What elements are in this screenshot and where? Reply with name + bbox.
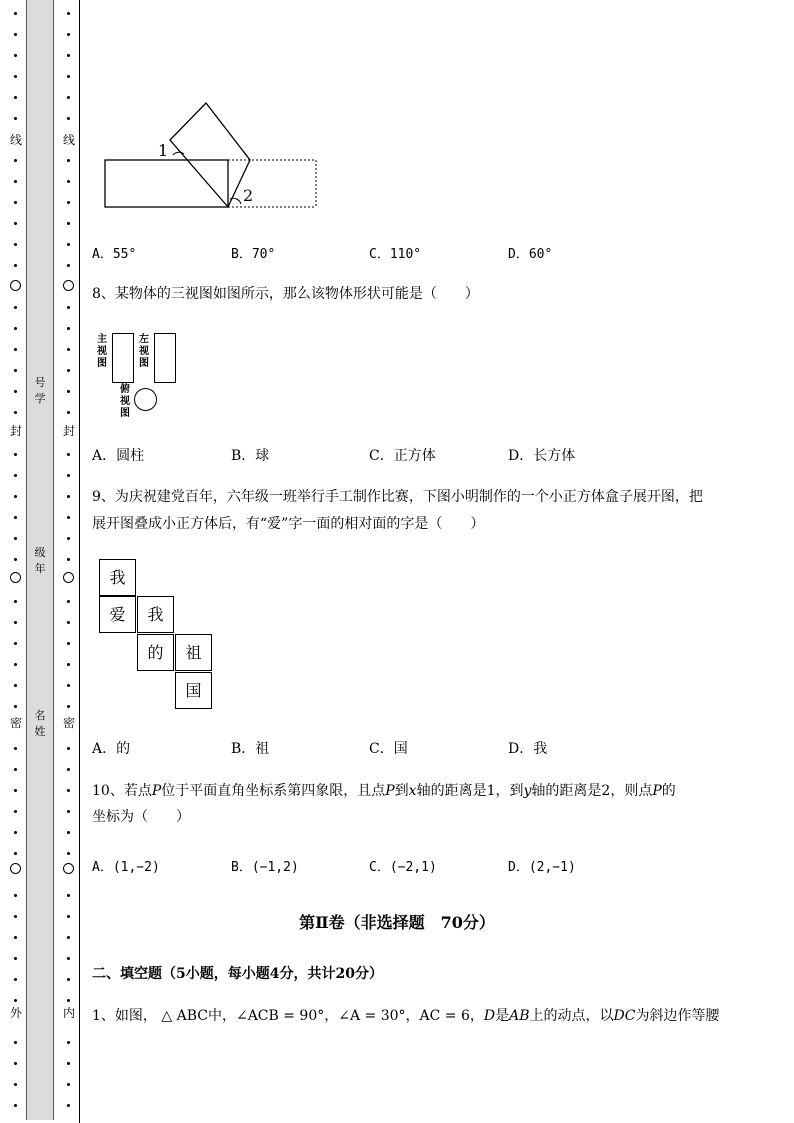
margin-dot: [14, 390, 17, 393]
margin-dot: [67, 54, 70, 57]
q8-option-a[interactable]: A．圆柱: [92, 448, 145, 464]
q9-net-cell: 我: [99, 559, 136, 596]
margin-dot: [14, 222, 17, 225]
margin-dot: [14, 747, 17, 750]
margin-dot: [67, 12, 70, 15]
margin-dot: [14, 852, 17, 855]
margin-dot: [14, 54, 17, 57]
margin-dot: [14, 306, 17, 309]
q10-option-a[interactable]: A．(1,−2): [92, 860, 160, 875]
inner-dot-column: [63, 0, 75, 1123]
margin-dot: [67, 1104, 70, 1107]
margin-dot: [14, 1062, 17, 1065]
margin-dot: [67, 159, 70, 162]
margin-dot: [67, 768, 70, 771]
margin-dot: [67, 810, 70, 813]
margin-mark: 封: [62, 424, 75, 438]
margin-dot: [14, 537, 17, 540]
margin-dot: [67, 936, 70, 939]
margin-dot: [67, 957, 70, 960]
margin-dot: [14, 516, 17, 519]
margin-dot: [14, 243, 17, 246]
margin-dot: [14, 705, 17, 708]
q7-option-d[interactable]: D．60°: [508, 247, 553, 262]
margin-dot: [67, 180, 70, 183]
margin-mark: 密: [62, 716, 75, 730]
q10-stem-line2: 坐标为（ ）: [92, 809, 190, 825]
margin-dot: [67, 621, 70, 624]
margin-dot: [67, 1083, 70, 1086]
margin-dot: [14, 663, 17, 666]
margin-dot: [67, 453, 70, 456]
margin-dot: [67, 516, 70, 519]
margin-dot: [14, 1041, 17, 1044]
margin-dot: [14, 369, 17, 372]
margin-dot: [67, 1062, 70, 1065]
margin-dot: [14, 12, 17, 15]
q7-option-c[interactable]: C．110°: [369, 247, 422, 262]
q8-top-label: 俯 视 图: [120, 384, 130, 419]
margin-dot: [67, 495, 70, 498]
q9-option-a[interactable]: A．的: [92, 741, 131, 757]
q9-stem-line2: 展开图叠成小正方体后，有“爱”字一面的相对面的字是（ ）: [92, 516, 485, 532]
field-nianji: 级 年: [34, 546, 46, 575]
margin-dot: [67, 978, 70, 981]
q10-option-d[interactable]: D．(2,−1): [508, 860, 576, 875]
q7-figure: [100, 100, 320, 212]
q7-folded-strip: [170, 103, 250, 207]
margin-dot: [14, 600, 17, 603]
margin-circle: [10, 572, 21, 583]
q7-rectangle: [105, 160, 228, 207]
margin-dot: [14, 348, 17, 351]
margin-dot: [14, 978, 17, 981]
margin-dot: [67, 894, 70, 897]
q9-stem-line1: 9、为庆祝建党百年，六年级一班举行手工制作比赛，下图小明制作的一个小正方体盒子展开图，把: [92, 489, 703, 505]
margin-dot: [14, 264, 17, 267]
margin-dot: [67, 831, 70, 834]
margin-dot: [67, 600, 70, 603]
margin-dot: [67, 999, 70, 1002]
q9-option-b[interactable]: B．祖: [231, 741, 270, 757]
margin-mark: 内: [62, 1006, 75, 1020]
margin-dot: [14, 96, 17, 99]
margin-dot: [67, 474, 70, 477]
margin-dot: [14, 453, 17, 456]
margin-dot: [67, 96, 70, 99]
margin-dot: [14, 159, 17, 162]
field-xuehao: 号 学: [34, 376, 46, 405]
margin-dot: [67, 75, 70, 78]
margin-dot: [14, 810, 17, 813]
q7-option-b[interactable]: B．70°: [231, 247, 276, 262]
margin-dot: [67, 201, 70, 204]
margin-dot: [14, 789, 17, 792]
margin-mark: 外: [9, 1006, 22, 1020]
margin-mark: 线: [62, 133, 75, 147]
margin-dot: [67, 537, 70, 540]
q10-option-c[interactable]: C．(−2,1): [369, 860, 437, 875]
margin-dot: [67, 1041, 70, 1044]
margin-circle: [63, 280, 74, 291]
margin-dot: [67, 663, 70, 666]
margin-dot: [14, 1104, 17, 1107]
q8-stem: 8、某物体的三视图如图所示，那么该物体形状可能是（ ）: [92, 286, 479, 302]
q8-front-label: 主 视 图: [97, 334, 107, 369]
margin-dot: [67, 852, 70, 855]
margin-dot: [14, 75, 17, 78]
q8-front-view: [112, 333, 134, 383]
margin-dot: [14, 558, 17, 561]
q11-stem: 1、如图， △ ABC中，∠ACB = 90°，∠A = 30°，AC = 6，D是AB上的动点，以DC为斜边作等腰: [92, 1008, 720, 1024]
q7-option-a[interactable]: A．55°: [92, 247, 137, 262]
info-strip: [26, 0, 54, 1120]
margin-dot: [14, 495, 17, 498]
q7-label-1: 1: [158, 141, 169, 160]
q9-net-cell: 我: [137, 596, 174, 633]
margin-dot: [67, 243, 70, 246]
margin-dot: [14, 621, 17, 624]
margin-dot: [14, 831, 17, 834]
margin-dot: [67, 117, 70, 120]
field-xingming: 名 姓: [34, 709, 46, 738]
margin-dot: [14, 201, 17, 204]
margin-dot: [67, 789, 70, 792]
q9-option-c[interactable]: C．国: [369, 741, 408, 757]
margin-dot: [67, 348, 70, 351]
margin-dot: [14, 768, 17, 771]
q9-net-cell: 爱: [99, 596, 136, 633]
margin-dot: [14, 1083, 17, 1086]
q9-option-d[interactable]: D．我: [508, 741, 548, 757]
margin-dot: [14, 33, 17, 36]
margin-dot: [67, 558, 70, 561]
q10-stem-line1: 10、若点P位于平面直角坐标系第四象限，且点P到x轴的距离是1，到y轴的距离是2，则点P的: [92, 783, 676, 799]
margin-dot: [67, 327, 70, 330]
q9-net-cell: 祖: [175, 634, 212, 671]
margin-circle: [10, 863, 21, 874]
margin-dot: [67, 747, 70, 750]
section2-heading: 二、填空题（5小题，每小题4分，共计20分）: [92, 966, 383, 982]
q8-left-label: 左 视 图: [139, 334, 149, 369]
q10-option-b[interactable]: B．(−1,2): [231, 860, 299, 875]
q7-label-2: 2: [243, 186, 254, 205]
margin-dot: [67, 222, 70, 225]
margin-circle: [63, 863, 74, 874]
margin-dot: [14, 936, 17, 939]
part2-title: 第Ⅱ卷（非选择题 70分）: [299, 913, 495, 932]
margin-dot: [14, 957, 17, 960]
margin-dot: [14, 117, 17, 120]
margin-dot: [67, 369, 70, 372]
q8-option-d[interactable]: D．长方体: [508, 448, 576, 464]
margin-mark: 封: [9, 424, 22, 438]
margin-dot: [67, 684, 70, 687]
margin-dot: [67, 705, 70, 708]
margin-border-line: [79, 0, 80, 1123]
q8-left-view: [154, 333, 176, 383]
margin-circle: [10, 280, 21, 291]
q9-net-cell: 国: [175, 672, 212, 709]
margin-dot: [67, 390, 70, 393]
margin-mark: 线: [9, 133, 22, 147]
margin-dot: [14, 327, 17, 330]
q8-three-views: [95, 330, 185, 425]
q8-option-b[interactable]: B．球: [231, 448, 270, 464]
q9-net-cell: 的: [137, 634, 174, 671]
margin-dot: [14, 474, 17, 477]
margin-dot: [14, 411, 17, 414]
margin-dot: [14, 684, 17, 687]
margin-dot: [67, 33, 70, 36]
q8-top-view: [134, 388, 157, 411]
outer-dot-column: [10, 0, 22, 1123]
margin-dot: [14, 999, 17, 1002]
margin-mark: 密: [9, 716, 22, 730]
margin-dot: [67, 411, 70, 414]
margin-dot: [67, 306, 70, 309]
margin-dot: [14, 180, 17, 183]
margin-circle: [63, 572, 74, 583]
q8-option-c[interactable]: C．正方体: [369, 448, 436, 464]
margin-dot: [67, 264, 70, 267]
margin-dot: [14, 642, 17, 645]
margin-dot: [14, 894, 17, 897]
margin-dot: [67, 642, 70, 645]
